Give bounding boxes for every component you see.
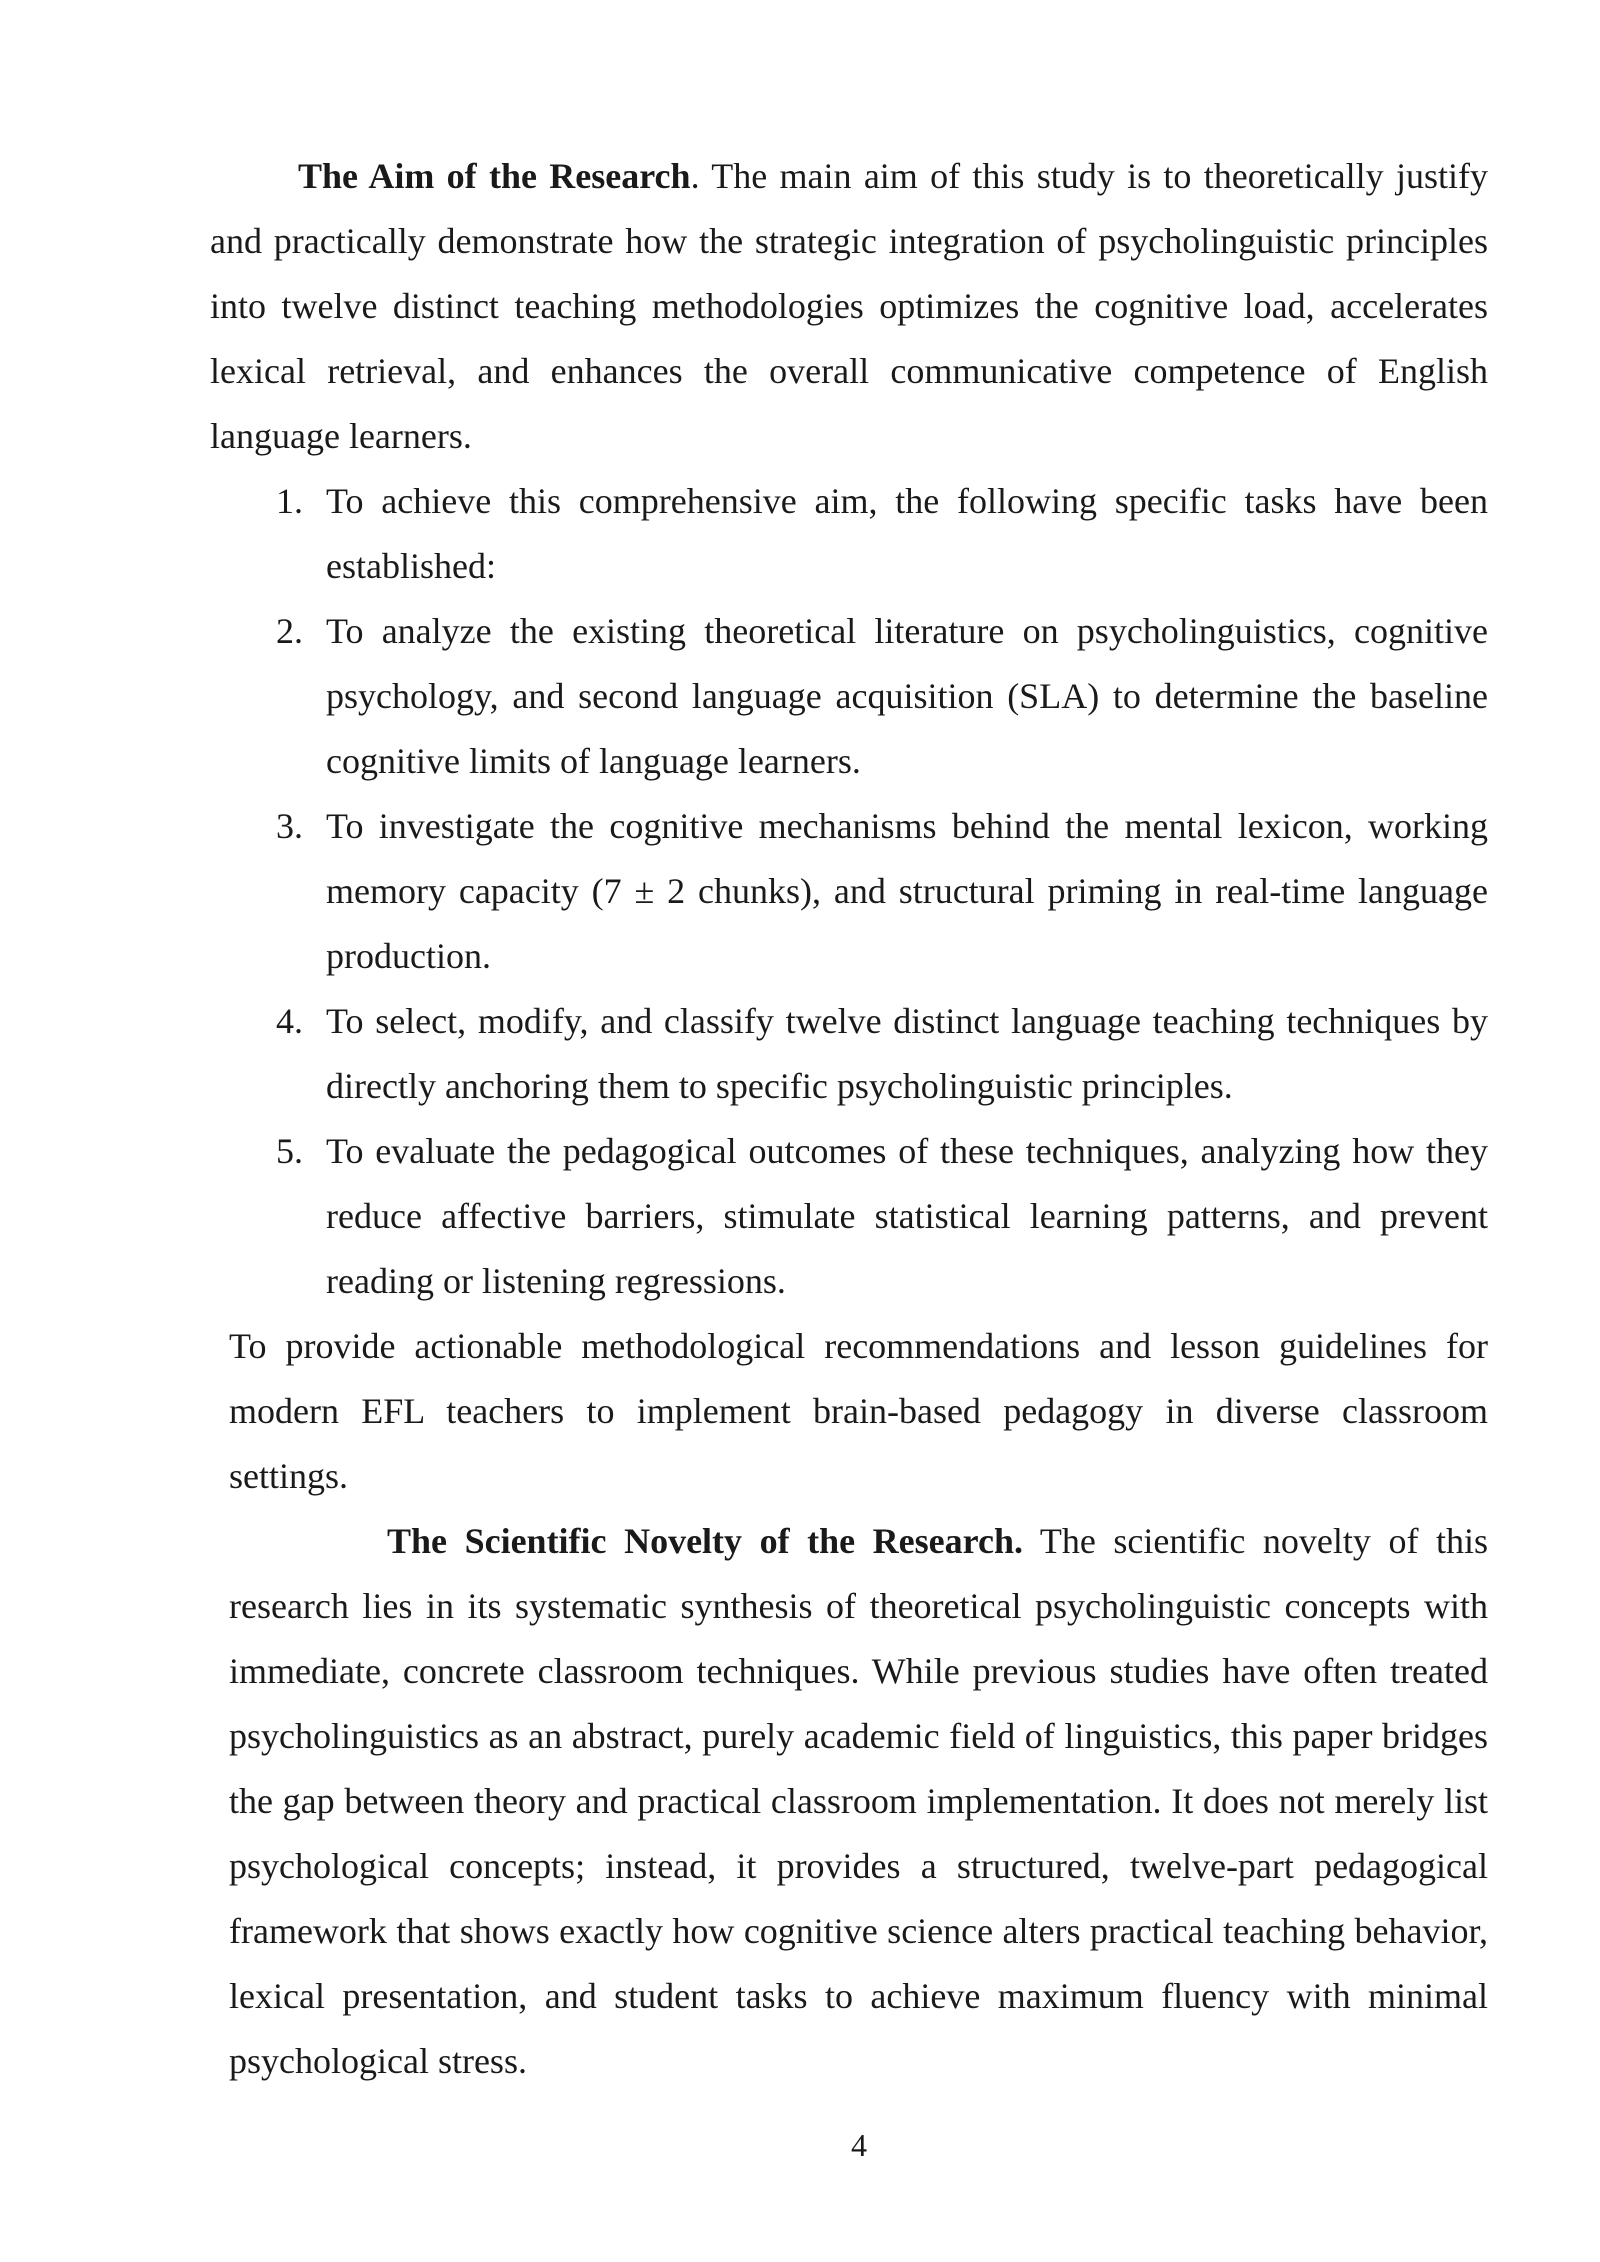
aim-heading: The Aim of the Research — [298, 156, 691, 196]
task-text: To select, modify, and classify twelve distinct language teaching techniques by directly anchoring them to specific psycholinguistic principles. — [326, 1001, 1488, 1106]
task-number: 3. — [276, 806, 303, 846]
aim-paragraph — [210, 144, 1488, 469]
tasks-list — [276, 469, 1488, 1314]
novelty-paragraph — [229, 1509, 1488, 2094]
task-number: 1. — [276, 481, 303, 521]
task-text: To investigate the cognitive mechanisms behind the mental lexicon, working memory capacity (7 ± 2 chunks), and structural priming in real-time language production. — [326, 806, 1488, 976]
novelty-body: The scientific novelty of this research lies in its systematic synthesis of theoretical psycholinguistic concepts with immediate, concrete classroom techniques. While previous studies have often treated psycholinguistics as an abstract, purely academic field of linguistics, this paper bridges the gap between theory and practical classroom implementation. It does not merely list psychological concepts; instead, it provides a structured, twelve-part pedagogical framework that shows exactly how cognitive science alters practical teaching behavior, lexical presentation, and student tasks to achieve maximum fluency with minimal psychological stress. — [229, 1521, 1488, 2081]
task-item — [276, 1119, 1488, 1314]
task-item — [276, 469, 1488, 599]
task-item — [276, 794, 1488, 989]
task-number: 4. — [276, 1001, 303, 1041]
task-number: 5. — [276, 1131, 303, 1171]
task-text: To analyze the existing theoretical literature on psycholinguistics, cognitive psychology, and second language acquisition (SLA) to determine the baseline cognitive limits of language learners. — [326, 611, 1488, 781]
recommendations-paragraph: To provide actionable methodological recommendations and lesson guidelines for modern EFL teachers to implement brain-based pedagogy in diverse classroom settings. — [229, 1326, 1488, 1496]
task-item — [276, 989, 1488, 1119]
task-text: To evaluate the pedagogical outcomes of these techniques, analyzing how they reduce affective barriers, stimulate statistical learning patterns, and prevent reading or listening regressions. — [326, 1131, 1488, 1301]
novelty-heading: The Scientific Novelty of the Research. — [387, 1521, 1023, 1561]
task-item — [276, 599, 1488, 794]
task-number: 2. — [276, 611, 303, 651]
task-text: To achieve this comprehensive aim, the following specific tasks have been established: — [326, 481, 1488, 586]
page-number: 4 — [851, 2127, 867, 2163]
aim-body: . The main aim of this study is to theoretically justify and practically demonstrate how the strategic integration of psycholinguistic principles into twelve distinct teaching methodologies optimizes the cognitive load, accelerates lexical retrieval, and enhances the overall communicative competence of English language learners. — [210, 156, 1488, 456]
